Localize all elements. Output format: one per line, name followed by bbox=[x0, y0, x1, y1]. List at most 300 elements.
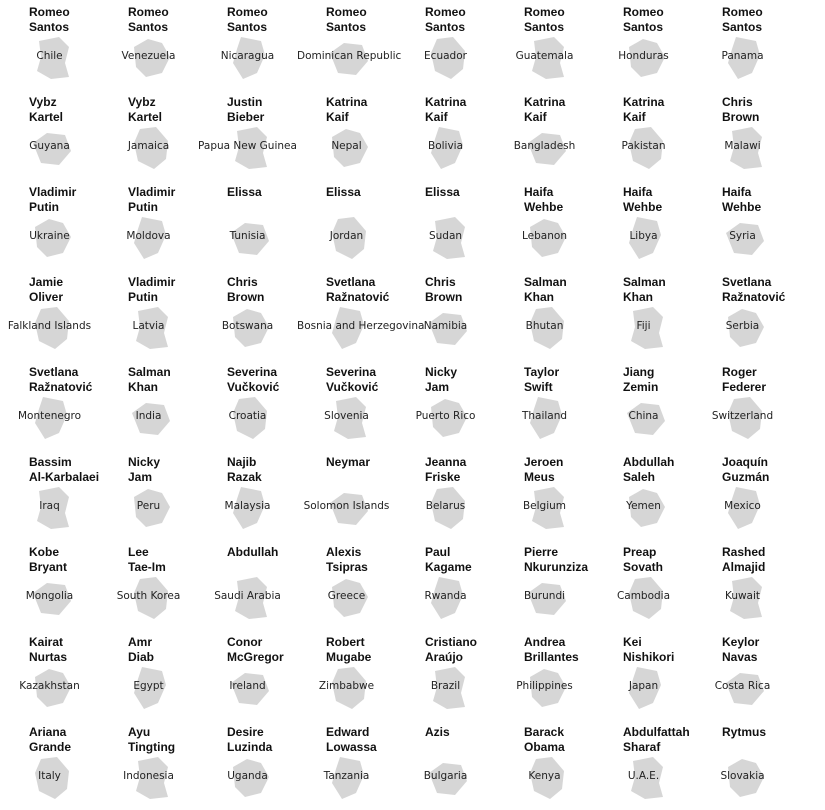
country-label: Panama bbox=[721, 50, 764, 62]
country-label: Kuwait bbox=[724, 590, 761, 602]
person-name bbox=[425, 635, 495, 665]
person-name-line-1: Katrina bbox=[623, 95, 665, 109]
person-name-line-1: Cristiano bbox=[425, 635, 478, 649]
person-name-line-2: Sovath bbox=[623, 560, 664, 574]
country-label: Ukraine bbox=[29, 230, 70, 242]
person-name bbox=[722, 95, 792, 125]
country-label: Bulgaria bbox=[423, 770, 468, 782]
person-name-line-1: Joaquín bbox=[722, 455, 769, 469]
person-name-line-2: Putin bbox=[128, 200, 158, 214]
person-name bbox=[128, 725, 198, 755]
grid-cell bbox=[594, 0, 693, 90]
person-name bbox=[227, 365, 297, 395]
person-name-line-1: Justin bbox=[227, 95, 263, 109]
person-name-line-2: Navas bbox=[722, 650, 758, 664]
person-name-line-1: Edward bbox=[326, 725, 370, 739]
person-name-line-1: Rytmus bbox=[722, 725, 767, 739]
person-name-line-2: Ražnatović bbox=[326, 290, 390, 304]
grid-cell bbox=[99, 90, 198, 180]
person-name-line-1: Svetlana bbox=[326, 275, 376, 289]
country-label: Falkland Islands bbox=[7, 320, 92, 332]
person-name bbox=[524, 185, 594, 215]
person-name-line-1: Haifa bbox=[722, 185, 752, 199]
person-name-line-2: Brown bbox=[722, 110, 760, 124]
grid-cell bbox=[594, 720, 693, 810]
person-name-line-1: Kobe bbox=[29, 545, 59, 559]
person-name-line-2: Sharaf bbox=[623, 740, 661, 754]
country-label: Belarus bbox=[425, 500, 466, 512]
grid-cell bbox=[297, 360, 396, 450]
country-label: Thailand bbox=[521, 410, 568, 422]
grid-cell bbox=[495, 630, 594, 720]
grid-cell bbox=[396, 540, 495, 630]
person-name bbox=[326, 5, 396, 35]
grid-cell bbox=[198, 360, 297, 450]
person-name-line-2: Swift bbox=[524, 380, 553, 394]
person-name-line-1: Ariana bbox=[29, 725, 67, 739]
person-name bbox=[623, 185, 693, 215]
person-name-line-2: Bryant bbox=[29, 560, 68, 574]
grid-cell bbox=[0, 720, 99, 810]
person-name-line-1: Nicky bbox=[128, 455, 161, 469]
person-name-line-1: Bassim bbox=[29, 455, 72, 469]
person-name-line-2: Santos bbox=[425, 20, 466, 34]
person-name-line-2: McGregor bbox=[227, 650, 284, 664]
country-label: Jordan bbox=[329, 230, 364, 242]
grid-cell bbox=[396, 180, 495, 270]
person-name-line-2: Lowassa bbox=[326, 740, 377, 754]
country-label: Guyana bbox=[29, 140, 70, 152]
person-name-line-2: Khan bbox=[128, 380, 158, 394]
person-name bbox=[425, 455, 495, 485]
person-name bbox=[524, 365, 594, 395]
grid-cell bbox=[297, 540, 396, 630]
country-label: Guatemala bbox=[515, 50, 574, 62]
country-label: Mongolia bbox=[25, 590, 74, 602]
person-name bbox=[326, 95, 396, 125]
country-label: China bbox=[628, 410, 659, 422]
person-name bbox=[425, 275, 495, 305]
person-name bbox=[722, 545, 792, 575]
country-label: Moldova bbox=[126, 230, 171, 242]
person-name-line-1: Barack bbox=[524, 725, 565, 739]
person-name-line-2: Santos bbox=[722, 20, 763, 34]
person-name-line-1: Romeo bbox=[227, 5, 268, 19]
country-label: Costa Rica bbox=[714, 680, 771, 692]
person-name-line-1: Severina bbox=[227, 365, 278, 379]
country-label: Jamaica bbox=[127, 140, 170, 152]
person-name-line-2: Federer bbox=[722, 380, 767, 394]
person-name bbox=[425, 545, 495, 575]
person-name bbox=[524, 275, 594, 305]
grid-cell bbox=[99, 540, 198, 630]
person-name bbox=[425, 725, 495, 740]
person-name bbox=[722, 455, 792, 485]
country-label: U.A.E. bbox=[627, 770, 660, 782]
grid-cell bbox=[99, 0, 198, 90]
person-name-line-2: Ražnatović bbox=[722, 290, 786, 304]
grid-cell bbox=[99, 270, 198, 360]
country-label: Switzerland bbox=[711, 410, 774, 422]
country-label: Dominican Republic bbox=[297, 50, 402, 62]
person-name-line-2: Santos bbox=[29, 20, 70, 34]
country-label: Brazil bbox=[430, 680, 461, 692]
country-label: Croatia bbox=[228, 410, 267, 422]
person-name bbox=[128, 185, 198, 215]
person-name-line-1: Haifa bbox=[623, 185, 653, 199]
person-name bbox=[326, 275, 396, 305]
person-name-line-1: Severina bbox=[326, 365, 377, 379]
country-label: Yemen bbox=[626, 500, 661, 512]
grid-cell bbox=[594, 360, 693, 450]
person-name-line-1: Taylor bbox=[524, 365, 560, 379]
person-name-line-2: Nurtas bbox=[29, 650, 68, 664]
country-label: Saudi Arabia bbox=[214, 590, 281, 602]
person-name bbox=[524, 545, 594, 575]
person-name bbox=[128, 275, 198, 305]
grid-cell bbox=[297, 0, 402, 90]
country-label: Ireland bbox=[229, 680, 266, 692]
person-name-line-1: Conor bbox=[227, 635, 263, 649]
grid-cell bbox=[0, 270, 99, 360]
country-label: Chile bbox=[36, 50, 63, 62]
person-name-line-1: Svetlana bbox=[29, 365, 79, 379]
person-name bbox=[227, 185, 297, 200]
person-name bbox=[29, 455, 99, 485]
grid-cell bbox=[693, 450, 792, 540]
person-name-line-2: Vučković bbox=[227, 380, 280, 394]
person-name bbox=[623, 545, 693, 575]
grid-cell bbox=[198, 270, 297, 360]
person-name-line-2: Ražnatović bbox=[29, 380, 93, 394]
country-label: Venezuela bbox=[121, 50, 176, 62]
person-name-line-2: Brown bbox=[227, 290, 265, 304]
person-name bbox=[425, 5, 495, 35]
grid-cell bbox=[396, 90, 495, 180]
country-label: India bbox=[135, 410, 162, 422]
person-name bbox=[722, 5, 792, 35]
country-label: Belgium bbox=[522, 500, 567, 512]
person-name-line-1: Elissa bbox=[227, 185, 262, 199]
grid-cell bbox=[198, 0, 297, 90]
person-name-line-1: Vladimir bbox=[29, 185, 77, 199]
grid-cell bbox=[0, 90, 99, 180]
grid-cell bbox=[594, 540, 693, 630]
grid-cell bbox=[693, 0, 792, 90]
person-name bbox=[623, 725, 693, 755]
person-name-line-1: Paul bbox=[425, 545, 451, 559]
person-name-line-1: Lee bbox=[128, 545, 149, 559]
person-name bbox=[128, 95, 198, 125]
person-name bbox=[524, 725, 594, 755]
person-name-line-2: Brillantes bbox=[524, 650, 579, 664]
grid-cell bbox=[594, 270, 693, 360]
person-name-line-2: Grande bbox=[29, 740, 72, 754]
person-name-line-1: Desire bbox=[227, 725, 264, 739]
country-label: Cambodia bbox=[616, 590, 671, 602]
person-name-line-1: Salman bbox=[623, 275, 666, 289]
person-name-line-1: Svetlana bbox=[722, 275, 772, 289]
grid-cell bbox=[0, 630, 99, 720]
grid-cell bbox=[99, 720, 198, 810]
grid-cell bbox=[396, 630, 495, 720]
grid-cell bbox=[297, 450, 396, 540]
grid-cell bbox=[594, 630, 693, 720]
person-name-line-1: Jeanna bbox=[425, 455, 467, 469]
grid-cell bbox=[396, 270, 495, 360]
person-name-line-2: Araújo bbox=[425, 650, 464, 664]
country-label: Rwanda bbox=[424, 590, 467, 602]
person-name bbox=[425, 95, 495, 125]
country-label: Papua New Guinea bbox=[198, 140, 297, 152]
person-name-line-2: Friske bbox=[425, 470, 461, 484]
grid-cell bbox=[198, 630, 297, 720]
person-name-line-2: Santos bbox=[326, 20, 367, 34]
person-name-line-2: Obama bbox=[524, 740, 565, 754]
person-name-line-1: Abdulfattah bbox=[623, 725, 690, 739]
person-name bbox=[128, 635, 198, 665]
country-label: Malawi bbox=[724, 140, 761, 152]
person-name-line-2: Saleh bbox=[623, 470, 656, 484]
grid-cell bbox=[297, 630, 396, 720]
country-label: Indonesia bbox=[123, 770, 174, 782]
country-label: Fiji bbox=[636, 320, 651, 332]
grid-cell bbox=[396, 0, 495, 90]
person-name-line-1: Vladimir bbox=[128, 275, 176, 289]
country-label: Honduras bbox=[618, 50, 669, 62]
grid-cell bbox=[0, 540, 99, 630]
grid-cell bbox=[0, 450, 99, 540]
grid-cell bbox=[297, 720, 396, 810]
person-name-line-1: Vybz bbox=[128, 95, 156, 109]
person-name-line-1: Haifa bbox=[524, 185, 554, 199]
person-name-line-1: Nicky bbox=[425, 365, 458, 379]
person-name bbox=[524, 635, 594, 665]
country-label: Burundi bbox=[523, 590, 566, 602]
person-name bbox=[623, 95, 693, 125]
person-name-line-2: Vučković bbox=[326, 380, 379, 394]
person-name-line-2: Razak bbox=[227, 470, 262, 484]
country-label: Ecuador bbox=[424, 50, 467, 62]
person-name bbox=[623, 365, 693, 395]
grid-cell bbox=[99, 360, 198, 450]
person-name-line-2: Zemin bbox=[623, 380, 659, 394]
person-name-line-1: Abdullah bbox=[623, 455, 675, 469]
person-name-line-2: Santos bbox=[227, 20, 268, 34]
person-name bbox=[128, 455, 198, 485]
person-name-line-2: Kaif bbox=[326, 110, 349, 124]
person-name-line-1: Romeo bbox=[29, 5, 70, 19]
country-label: Kenya bbox=[528, 770, 561, 782]
person-name-line-2: Wehbe bbox=[623, 200, 663, 214]
person-name bbox=[128, 545, 198, 575]
grid-cell bbox=[594, 90, 693, 180]
grid-cell bbox=[297, 90, 396, 180]
person-name-line-1: Katrina bbox=[425, 95, 467, 109]
grid-cell bbox=[495, 0, 594, 90]
person-name bbox=[722, 635, 792, 665]
person-name bbox=[29, 725, 99, 755]
grid-cell bbox=[594, 450, 693, 540]
person-name-line-1: Abdullah bbox=[227, 545, 279, 559]
person-name bbox=[722, 275, 792, 305]
person-name bbox=[128, 5, 198, 35]
country-label: Zimbabwe bbox=[318, 680, 375, 692]
grid-cell bbox=[99, 180, 198, 270]
country-label: Libya bbox=[629, 230, 658, 242]
grid-cell bbox=[594, 180, 693, 270]
country-label: Pakistan bbox=[621, 140, 666, 152]
person-name-line-1: Roger bbox=[722, 365, 757, 379]
grid-cell bbox=[99, 450, 198, 540]
grid-cell bbox=[0, 180, 99, 270]
country-label: Peru bbox=[136, 500, 161, 512]
grid-cell bbox=[99, 630, 198, 720]
person-name bbox=[524, 5, 594, 35]
person-name-line-2: Santos bbox=[623, 20, 664, 34]
grid-cell bbox=[495, 450, 594, 540]
country-label: Bolivia bbox=[427, 140, 464, 152]
person-name-line-1: Ayu bbox=[128, 725, 151, 739]
person-name bbox=[524, 455, 594, 485]
person-name-line-2: Kartel bbox=[128, 110, 163, 124]
grid-cell bbox=[495, 270, 594, 360]
country-label: Uganda bbox=[227, 770, 268, 782]
person-name-line-2: Nishikori bbox=[623, 650, 675, 664]
country-label: Tanzania bbox=[323, 770, 370, 782]
person-name bbox=[227, 545, 297, 560]
person-name-line-2: Santos bbox=[524, 20, 565, 34]
person-name-line-1: Elissa bbox=[425, 185, 460, 199]
person-name-line-2: Tae-Im bbox=[128, 560, 166, 574]
person-name bbox=[227, 5, 297, 35]
person-name-line-2: Guzmán bbox=[722, 470, 770, 484]
country-label: Serbia bbox=[725, 320, 760, 332]
grid-cell bbox=[0, 360, 99, 450]
country-label: Montenegro bbox=[17, 410, 81, 422]
person-name-line-2: Nkurunziza bbox=[524, 560, 589, 574]
person-name-line-1: Azis bbox=[425, 725, 450, 739]
person-name-line-2: Luzinda bbox=[227, 740, 273, 754]
person-name-line-2: Kartel bbox=[29, 110, 64, 124]
person-name bbox=[29, 5, 99, 35]
person-name-line-1: Alexis bbox=[326, 545, 362, 559]
person-name-line-2: Putin bbox=[29, 200, 59, 214]
person-name-line-2: Wehbe bbox=[722, 200, 762, 214]
person-name-line-1: Romeo bbox=[425, 5, 466, 19]
person-name-line-1: Neymar bbox=[326, 455, 371, 469]
person-name bbox=[128, 365, 198, 395]
person-name-line-1: Jeroen bbox=[524, 455, 564, 469]
person-name-line-2: Santos bbox=[128, 20, 169, 34]
person-name-line-1: Salman bbox=[524, 275, 567, 289]
grid-cell bbox=[693, 360, 792, 450]
person-name bbox=[623, 455, 693, 485]
person-name bbox=[425, 185, 495, 200]
person-name-line-1: Romeo bbox=[722, 5, 763, 19]
person-name-line-2: Kaif bbox=[623, 110, 646, 124]
person-name-line-2: Khan bbox=[623, 290, 653, 304]
person-name bbox=[326, 185, 396, 200]
person-name-line-1: Rashed bbox=[722, 545, 766, 559]
person-name bbox=[227, 635, 297, 665]
person-name bbox=[326, 725, 396, 755]
person-name-line-2: Oliver bbox=[29, 290, 64, 304]
person-name-line-2: Bieber bbox=[227, 110, 265, 124]
grid-cell bbox=[198, 720, 297, 810]
person-name-line-1: Vybz bbox=[29, 95, 57, 109]
person-name bbox=[524, 95, 594, 125]
person-name-line-2: Brown bbox=[425, 290, 463, 304]
grid-cell bbox=[198, 450, 297, 540]
person-name bbox=[29, 545, 99, 575]
person-name-line-2: Khan bbox=[524, 290, 554, 304]
person-name-line-2: Putin bbox=[128, 290, 158, 304]
country-label: Malaysia bbox=[224, 500, 271, 512]
person-name-line-2: Almajid bbox=[722, 560, 766, 574]
person-name bbox=[623, 5, 693, 35]
country-label: Japan bbox=[628, 680, 659, 692]
person-name bbox=[722, 185, 792, 215]
country-label: Botswana bbox=[221, 320, 274, 332]
person-name-line-2: Kagame bbox=[425, 560, 472, 574]
person-name-line-1: Chris bbox=[722, 95, 753, 109]
country-label: South Korea bbox=[116, 590, 181, 602]
person-name bbox=[227, 455, 297, 485]
person-name-line-1: Chris bbox=[227, 275, 258, 289]
grid-cell bbox=[693, 720, 792, 810]
person-name-line-1: Keylor bbox=[722, 635, 760, 649]
person-name-line-1: Jiang bbox=[623, 365, 655, 379]
grid-cell bbox=[693, 180, 792, 270]
person-name bbox=[425, 365, 495, 395]
person-name bbox=[29, 95, 99, 125]
person-name-line-1: Romeo bbox=[128, 5, 169, 19]
grid-cell bbox=[693, 90, 792, 180]
person-name bbox=[227, 725, 297, 755]
grid-cell bbox=[198, 90, 297, 180]
country-label: Bhutan bbox=[525, 320, 564, 332]
person-name bbox=[326, 455, 396, 470]
person-name bbox=[722, 725, 792, 740]
person-name-line-1: Katrina bbox=[326, 95, 368, 109]
person-name bbox=[29, 635, 99, 665]
person-name-line-2: Mugabe bbox=[326, 650, 372, 664]
grid-cell bbox=[297, 270, 425, 360]
person-name-line-2: Tsipras bbox=[326, 560, 368, 574]
grid-cell bbox=[396, 360, 495, 450]
country-label: Kazakhstan bbox=[19, 680, 80, 692]
country-label: Slovakia bbox=[720, 770, 765, 782]
person-name-line-2: Jam bbox=[425, 380, 450, 394]
country-label: Nepal bbox=[331, 140, 362, 152]
country-label: Tunisia bbox=[229, 230, 266, 242]
person-name-line-2: Al-Karbalaei bbox=[29, 470, 100, 484]
person-name bbox=[326, 545, 396, 575]
person-name-line-1: Vladimir bbox=[128, 185, 176, 199]
country-label: Italy bbox=[38, 770, 61, 782]
grid-cell bbox=[198, 540, 297, 630]
person-name-line-1: Robert bbox=[326, 635, 365, 649]
person-name bbox=[29, 275, 99, 305]
grid-cell bbox=[495, 360, 594, 450]
person-name-line-2: Wehbe bbox=[524, 200, 564, 214]
grid-cell bbox=[396, 720, 495, 810]
country-label: Latvia bbox=[132, 320, 165, 332]
person-name-line-2: Meus bbox=[524, 470, 555, 484]
person-name-line-1: Kei bbox=[623, 635, 642, 649]
grid-cell bbox=[495, 180, 594, 270]
